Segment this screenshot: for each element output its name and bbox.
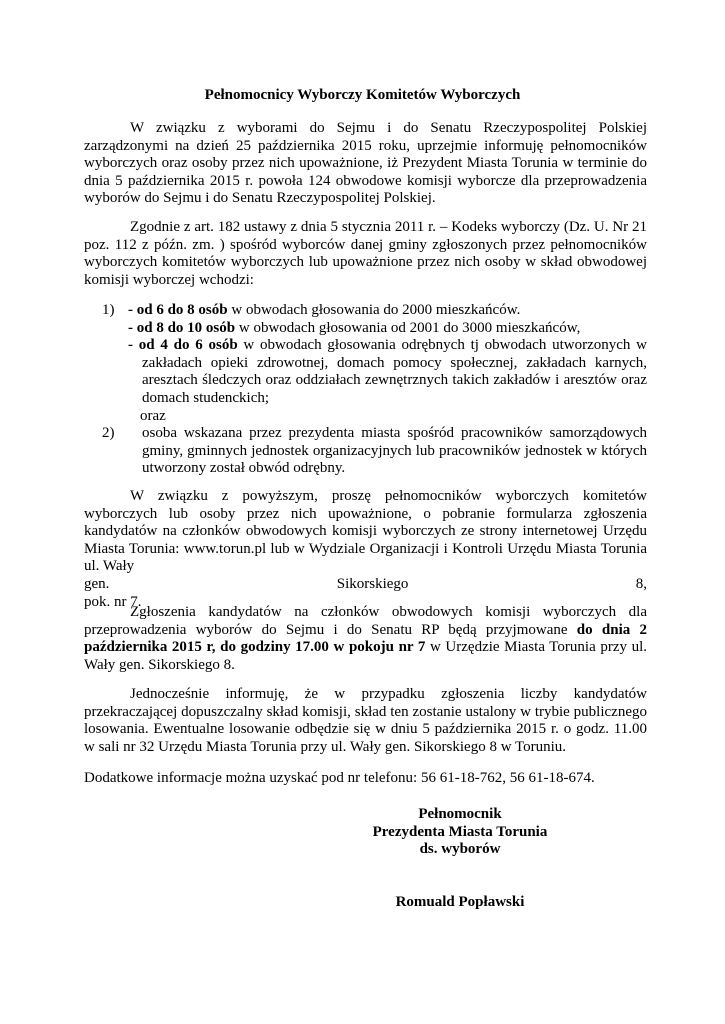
list-subitem-a: - od 6 do 8 osób w obwodach głosowania do 2000 mieszkańców. [128,302,521,318]
list-item-1: 1) - od 6 do 8 osób w obwodach głosowania do 2000 mieszkańców. - od 8 do 10 osób w obwodach głosowania od 2001 do 3000 mieszkańców, - od 4 do 6 osób w obwodach głosowania odrębnych tj obwodach utworzonych w zakładach opieki zdrowotnej, domach pomocy społecznej, zakładach karnych, aresztach śledczych oraz oddziałach zewnętrznych takich zakładów i aresztów oraz domach studenckich; oraz [84,302,647,425]
signature-role: Pełnomocnik [418,806,502,822]
signature-name: Romuald Popławski [395,893,525,910]
list-subitem-b: - od 8 do 10 osób w obwodach głosowania od 2001 do 3000 mieszkańców, [128,319,581,336]
list-item-2: 2) osoba wskazana przez prezydenta miasta spośród pracowników samorządowych gminy, gminnych jednostek organizacyjnych lub pracowników jednostek w których utworzony został obwód odrębny. [102,425,647,477]
document-title: Pełnomocnicy Wyborczy Komitetów Wyborczych [204,87,521,103]
paragraph-form-info: W związku z powyższym, proszę pełnomocników wyborczych komitetów wyborczych lub osoby przez nich upoważnione, o pobranie formularza zgłoszenia kandydatów na członków obwodowych komisji wyborczych ze strony internetowej Urzędu Miasta Torunia: www.torun.pl lub w Wydziale Organizacji i Kontroli Urzędu Miasta Torunia ul. Wały gen. Sikorskiego 8, pok. nr 7. [84,488,647,610]
paragraph-intro: W związku z wyborami do Sejmu i do Senatu Rzeczypospolitej Polskiej zarządzonymi na dzień 25 października 2015 roku, uprzejmie informuję pełnomocników wyborczych oraz osoby przez nich upoważnione, iż Prezydent Miasta Torunia w terminie do dnia 5 października 2015 r. powoła 124 obwodowe komisji wyborcze dla przeprowadzenia wyborów do Sejmu i do Senatu Rzeczypospolitej Polskiej. [84,120,647,207]
list-subitem-c: - od 4 do 6 osób w obwodach głosowania odrębnych tj obwodach utworzonych w zakładach opieki zdrowotnej, domach pomocy społecznej, zakładach karnych, aresztach śledczych oraz oddziałach zewnętrznych takich zakładów i aresztów oraz domach studenckich; [128,337,647,406]
signature-office: Prezydenta Miasta Torunia [372,823,548,840]
paragraph-contact: Dodatkowe informacje można uzyskać pod nr telefonu: 56 61-18-762, 56 61-18-674. [84,770,595,786]
signature-block [360,806,560,911]
paragraph-legal-basis: Zgodnie z art. 182 ustawy z dnia 5 stycznia 2011 r. – Kodeks wyborczy (Dz. U. Nr 21 poz. 112 z późn. zm. ) spośród wyborców danej gminy zgłoszonych przez pełnomocników wyborczych komitetów wyborczych lub upoważnione przez nich osoby w skład obwodowej komisji wyborczej wchodzi: [84,219,647,288]
signature-scope: ds. wyborów [419,841,501,858]
composition-list [84,302,647,478]
paragraph-submission: Zgłoszenia kandydatów na członków obwodowych komisji wyborczych dla przeprowadzenia wyborów do Sejmu i do Senatu RP będą przyjmowane do dnia 2 października 2015 r, do godziny 17.00 w pokoju nr 7 w Urzędzie Miasta Torunia przy ul. Wały gen. Sikorskiego 8. [84,604,647,673]
list-oraz: oraz [140,407,166,424]
paragraph-lottery: Jednocześnie informuję, że w przypadku zgłoszenia liczby kandydatów przekraczającej dopuszczalny skład komisji, skład ten zostanie ustalony w trybie publicznego losowania. Ewentualne losowanie odbędzie się w dniu 5 października 2015 r. o godz. 11.00 w sali nr 32 Urzędu Miasta Torunia przy ul. Wały gen. Sikorskiego 8 w Toruniu. [84,686,647,755]
